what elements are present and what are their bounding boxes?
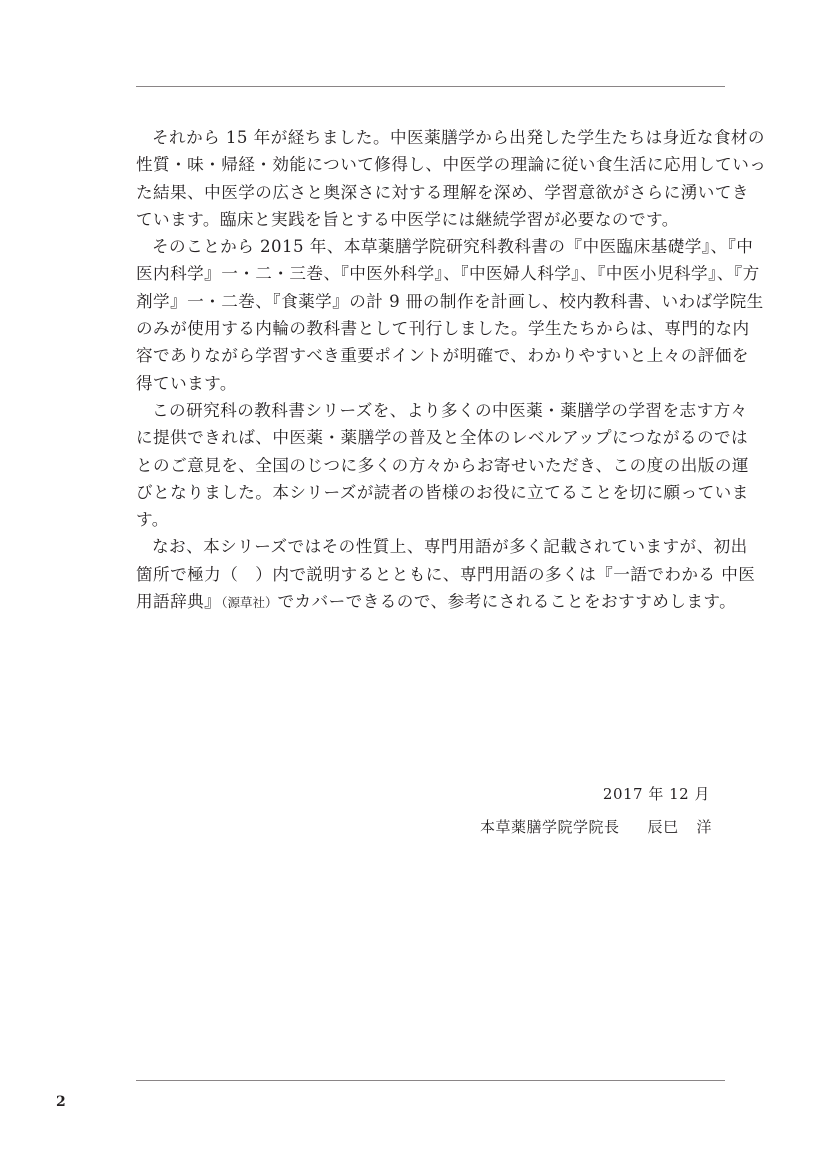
text-line bbox=[136, 588, 737, 615]
text-line: そのことから 2015 年、本草薬膳学院研究科教科書の『中医臨床基礎学』、『中 bbox=[152, 237, 754, 257]
paragraph-1 bbox=[136, 124, 767, 233]
author-signature bbox=[480, 816, 712, 837]
text-line: 医内科学』一・二・三巻、『中医外科学』、『中医婦人科学』、『中医小児科学』、『方 bbox=[136, 264, 760, 284]
text-line: それから 15 年が経ちました。中医薬膳学から出発した学生たちは身近な食材の bbox=[152, 128, 765, 147]
text-line: 箇所で極力（ ）内で説明するとともに、専門用語の多くは『一語でわかる 中医 bbox=[136, 564, 756, 584]
publisher-note: （源草社） bbox=[221, 595, 278, 611]
footer-rule bbox=[136, 1080, 725, 1081]
text-line-tail: でカバーできるので、参考にされることをおすすめします。 bbox=[277, 592, 737, 612]
text-line: す。 bbox=[136, 510, 169, 530]
text-line: のみが使用する内輪の教科書として刊行しました。学生たちからは、専門的な内 bbox=[136, 319, 750, 339]
text-line: 容でありながら学習すべき重要ポイントが明確で、わかりやすいと上々の評価を bbox=[136, 346, 749, 366]
text-line: 得ています。 bbox=[136, 373, 237, 393]
text-line: ています。臨床と実践を旨とする中医学には継続学習が必要なのです。 bbox=[136, 209, 679, 229]
text-line: に提供できれば、中医薬・薬膳学の普及と全体のレベルアップにつながるのでは bbox=[136, 428, 749, 448]
text-line: この研究科の教科書シリーズを、より多くの中医薬・薬膳学の学習を志す方々 bbox=[152, 400, 748, 420]
author-surname: 辰巳 bbox=[647, 818, 679, 836]
header-rule bbox=[136, 86, 725, 87]
text-line: なお、本シリーズではその性質上、専門用語が多く記載されていますが、初出 bbox=[152, 537, 748, 557]
text-line: 性質・味・帰経・効能について修得し、中医学の理論に従い食生活に応用していっ bbox=[136, 155, 767, 175]
preface-date: 2017 年 12 月 bbox=[602, 785, 710, 803]
text-line: とのご意見を、全国のじつに多くの方々からお寄せいただき、この度の出版の運 bbox=[136, 455, 749, 475]
paragraph-2 bbox=[136, 233, 764, 397]
paragraph-4 bbox=[136, 533, 756, 615]
dictionary-title-end: 用語辞典』 bbox=[136, 592, 222, 612]
page-number: 2 bbox=[56, 1094, 66, 1110]
preface-body bbox=[136, 124, 767, 615]
text-line: びとなりました。本シリーズが読者の皆様のお役に立てることを切に願っていま bbox=[136, 482, 749, 502]
paragraph-3 bbox=[136, 397, 749, 533]
author-given-name: 洋 bbox=[696, 818, 712, 836]
text-line: 剤学』一・二巻、『食薬学』の計 9 冊の制作を計画し、校内教科書、いわば学院生 bbox=[136, 291, 764, 311]
text-line: た結果、中医学の広さと奥深さに対する理解を深め、学習意欲がさらに湧いてき bbox=[136, 182, 749, 202]
author-title: 本草薬膳学院学院長 bbox=[479, 818, 620, 836]
